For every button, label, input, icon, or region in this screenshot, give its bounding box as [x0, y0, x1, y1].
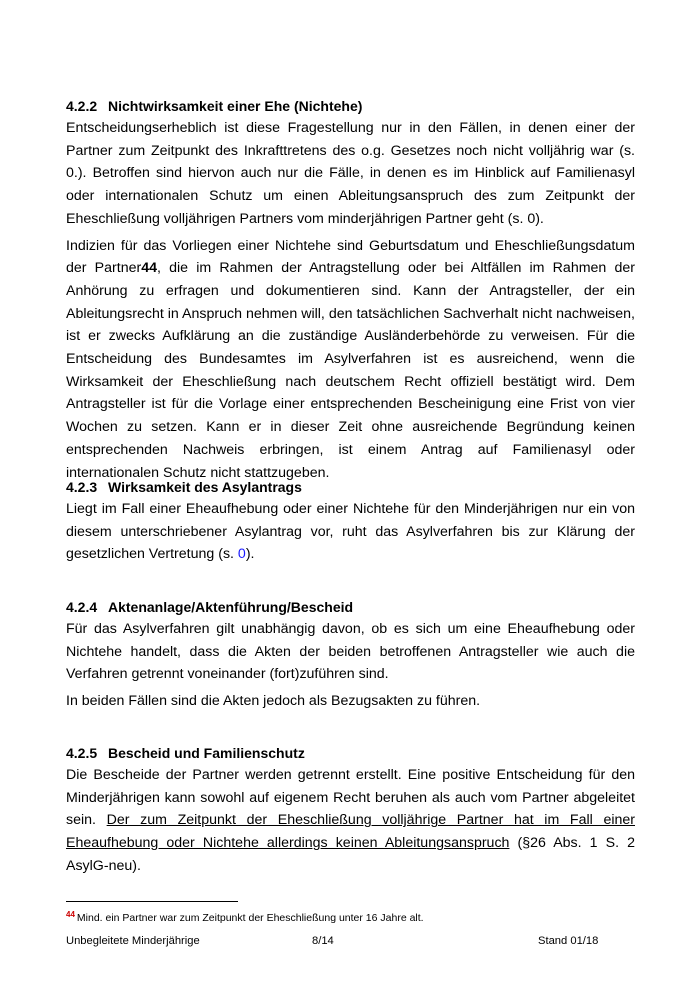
section-4-2-4: [66, 598, 635, 713]
footnote-reference[interactable]: 44: [141, 260, 157, 277]
paragraph: [66, 117, 635, 231]
paragraph: [66, 235, 635, 485]
cross-reference-link[interactable]: 0: [237, 546, 246, 563]
section-title: Wirksamkeit des Asylantrags: [108, 479, 302, 495]
section-title: Bescheid und Familienschutz: [108, 745, 305, 761]
paragraph-text: Indizien für das Vorliegen einer Nichtehe sind Geburtsdatum und Eheschließungsdatum der Partner: [66, 237, 635, 277]
paragraph-text: , die im Rahmen der Antragstellung oder bei Altfällen im Rahmen der Anhörung zu erfragen und dokumentieren sind. Kann der Antragsteller, der ein Ableitungsrecht in Anspruch nehmen will, den tatsächlichen Sachverhalt nicht nachweisen, ist er zwecks Aufklärung an die zuständige Ausländerbehörde zu verweisen. Für die Entscheidung des Bundesamtes im Asylverfahren ist es ausreichend, wenn die Wirksamkeit der Eheschließung nach deutschem Recht offiziell bestätigt wird. Dem Antragsteller ist für die Vorlage einer entsprechenden Bescheinigung eine Frist von vier Wochen zu setzen. Kann er in dieser Zeit ohne ausreichende Begründung keinen entsprechenden Nachweis erbringen, ist einem Antrag auf Familienasyl oder internationalen Schutz nicht stattzugeben.: [66, 260, 635, 481]
section-4-2-5: [66, 744, 635, 878]
paragraph: [66, 690, 635, 713]
section-heading: [66, 97, 635, 115]
section-number: 4.2.3: [66, 479, 98, 495]
paragraph-text: Für das Asylverfahren gilt unabhängig davon, ob es sich um eine Eheaufhebung oder Nichtehe handelt, dass die Akten der beiden betroffenen Antragsteller wie auch die Verfahren getrennt voneinander (fort)zuführen sind.: [66, 621, 635, 683]
paragraph: [66, 498, 635, 566]
footnote-mark: 44: [66, 910, 75, 919]
section-4-2-2: [66, 97, 635, 484]
paragraph: [66, 618, 635, 686]
paragraph-text: (§26 Abs. 1 S. 2 AsylG-neu).: [66, 835, 635, 874]
footer-right: Stand 01/18: [538, 935, 599, 947]
footnote-separator: [66, 901, 238, 902]
footnote-text: Mind. ein Partner war zum Zeitpunkt der Eheschließung unter 16 Jahre alt.: [76, 912, 424, 924]
paragraph-text: Liegt im Fall einer Eheaufhebung oder einer Nichtehe für den Minderjährigen nur ein von diesem unterschriebener Asylantrag vor, ruht das Asylverfahren bis zur Klärung der gesetzlichen Vertretung (s.: [66, 501, 635, 563]
paragraph-text: ).: [245, 546, 255, 563]
section-heading: [66, 598, 635, 616]
section-4-2-3: [66, 478, 635, 566]
paragraph-text: In beiden Fällen sind die Akten jedoch als Bezugsakten zu führen.: [66, 693, 481, 710]
section-heading: [66, 478, 635, 496]
section-number: 4.2.4: [66, 599, 98, 615]
paragraph: [66, 764, 635, 878]
section-number: 4.2.2: [66, 98, 98, 114]
section-heading: [66, 744, 635, 762]
section-title: Aktenanlage/Aktenführung/Bescheid: [108, 599, 354, 615]
underlined-text: Der zum Zeitpunkt der Eheschließung volljährige Partner hat im Fall einer Eheaufhebung oder Nichtehe allerdings keinen Ableitungsanspruch: [66, 812, 635, 852]
section-title: Nichtwirksamkeit einer Ehe (Nichtehe): [108, 98, 363, 114]
footnote: [66, 908, 424, 925]
footer-left: Unbegleitete Minderjährige: [66, 935, 200, 947]
page-number: 8/14: [312, 935, 334, 947]
paragraph-text: Entscheidungserheblich ist diese Fragestellung nur in den Fällen, in denen einer der Partner zum Zeitpunkt des Inkrafttretens des o.g. Gesetzes noch nicht volljährig war (s. 0.). Betroffen sind hiervon auch nur die Fälle, in denen es im Hinblick auf Familienasyl oder internationalen Schutz um einen Ableitungsanspruch des zum Zeitpunkt der Eheschließung volljährigen Partners vom minderjährigen Partner geht (s. 0).: [66, 120, 635, 227]
paragraph-text: Die Bescheide der Partner werden getrennt erstellt. Eine positive Entscheidung für den Minderjährigen kann sowohl auf eigenem Recht beruhen als auch vom Partner abgeleitet sein.: [66, 767, 635, 829]
section-number: 4.2.5: [66, 745, 98, 761]
